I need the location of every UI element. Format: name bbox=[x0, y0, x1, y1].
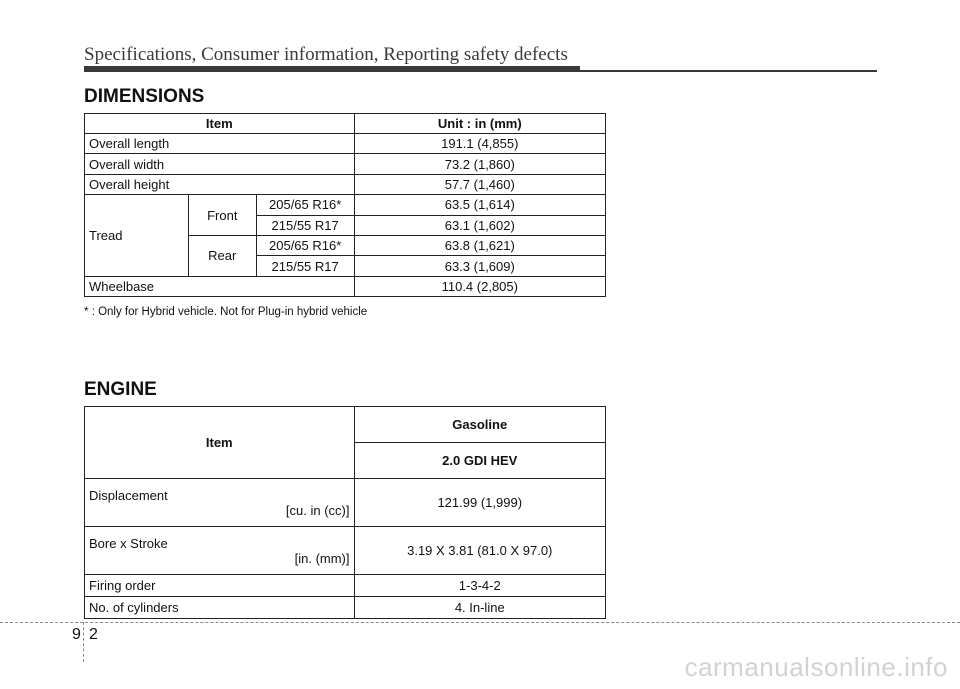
dimensions-table bbox=[84, 113, 606, 297]
row-label: Overall length bbox=[85, 134, 355, 154]
row-label: No. of cylinders bbox=[85, 597, 355, 619]
page-number: 2 bbox=[89, 626, 98, 643]
row-label: Firing order bbox=[85, 575, 355, 597]
footer-rule bbox=[0, 622, 960, 623]
table-row bbox=[85, 527, 606, 575]
engine-title: ENGINE bbox=[84, 379, 157, 400]
table-row bbox=[85, 276, 606, 296]
row-value: 121.99 (1,999) bbox=[354, 479, 606, 527]
watermark: carmanualsonline.info bbox=[684, 652, 948, 682]
col-unit-header: Unit : in (mm) bbox=[354, 114, 605, 134]
row-label-cell bbox=[85, 527, 355, 575]
tire-size: 205/65 R16* bbox=[256, 235, 354, 255]
row-label: Overall width bbox=[85, 154, 355, 174]
tire-size: 215/55 R17 bbox=[256, 256, 354, 276]
footer-divider bbox=[83, 622, 84, 662]
row-unit: [cu. in (cc)] bbox=[285, 502, 350, 518]
row-value: 57.7 (1,460) bbox=[354, 174, 605, 194]
col-item-header: Item bbox=[85, 407, 355, 479]
header-rule bbox=[580, 70, 877, 72]
tire-size: 215/55 R17 bbox=[256, 215, 354, 235]
row-label: Overall height bbox=[85, 174, 355, 194]
col-fuel-header: Gasoline bbox=[354, 407, 606, 443]
col-item-header: Item bbox=[85, 114, 355, 134]
engine-table bbox=[84, 406, 606, 619]
tread-front-label: Front bbox=[188, 195, 256, 236]
page-section-number: 9 bbox=[72, 626, 81, 643]
row-label: Bore x Stroke bbox=[89, 535, 168, 551]
table-header-row bbox=[85, 407, 606, 443]
row-value: 4. In-line bbox=[354, 597, 606, 619]
row-value: 110.4 (2,805) bbox=[354, 276, 605, 296]
tire-size: 205/65 R16* bbox=[256, 195, 354, 215]
table-row bbox=[85, 154, 606, 174]
page-header-title: Specifications, Consumer information, Reporting safety defects bbox=[84, 44, 568, 65]
row-label: Wheelbase bbox=[85, 276, 355, 296]
row-value: 191.1 (4,855) bbox=[354, 134, 605, 154]
row-value: 63.5 (1,614) bbox=[354, 195, 605, 215]
row-unit: [in. (mm)] bbox=[294, 550, 350, 566]
header-bar bbox=[84, 66, 580, 72]
row-value: 63.1 (1,602) bbox=[354, 215, 605, 235]
row-value: 3.19 X 3.81 (81.0 X 97.0) bbox=[354, 527, 606, 575]
row-label: Displacement bbox=[89, 487, 168, 503]
footnote-mark: * bbox=[84, 306, 89, 318]
tread-rear-label: Rear bbox=[188, 235, 256, 276]
table-row bbox=[85, 575, 606, 597]
row-value: 63.8 (1,621) bbox=[354, 235, 605, 255]
row-value: 63.3 (1,609) bbox=[354, 256, 605, 276]
table-row bbox=[85, 174, 606, 194]
table-header-row bbox=[85, 114, 606, 134]
dimensions-footnote bbox=[84, 306, 367, 318]
tread-label: Tread bbox=[85, 195, 189, 277]
row-value: 1-3-4-2 bbox=[354, 575, 606, 597]
table-row bbox=[85, 479, 606, 527]
row-label-cell bbox=[85, 479, 355, 527]
col-engine-header: 2.0 GDI HEV bbox=[354, 443, 606, 479]
row-value: 73.2 (1,860) bbox=[354, 154, 605, 174]
table-row bbox=[85, 597, 606, 619]
dimensions-title: DIMENSIONS bbox=[84, 86, 205, 107]
footnote-text: : Only for Hybrid vehicle. Not for Plug-in hybrid vehicle bbox=[91, 306, 368, 318]
table-row bbox=[85, 134, 606, 154]
table-row bbox=[85, 195, 606, 215]
